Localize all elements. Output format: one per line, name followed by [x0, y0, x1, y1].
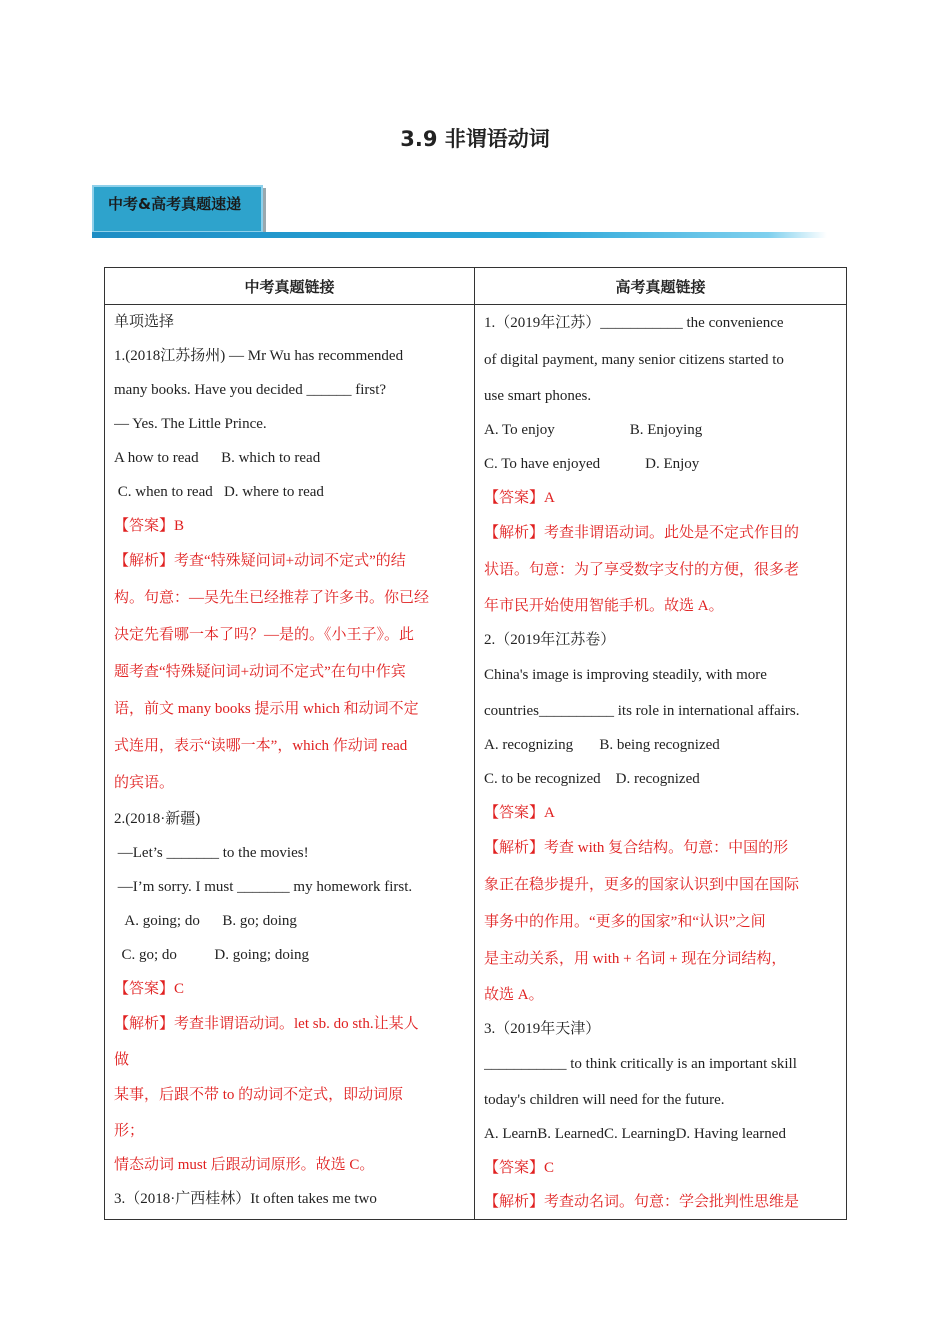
right-line: 【答案】A	[484, 490, 555, 506]
right-line: A. recognizing B. being recognized	[484, 737, 720, 753]
right-line: 【答案】C	[484, 1160, 555, 1176]
right-line: 象正在稳步提升，更多的国家认识到中国在国际	[484, 877, 800, 893]
gaokao-cell	[475, 305, 847, 1220]
right-line: 是主动关系，用 with + 名词 + 现在分词结构，	[484, 951, 787, 967]
right-line: China's image is improving steadily, with more	[484, 667, 767, 683]
section-rule	[92, 232, 827, 238]
right-line: of digital payment, many senior citizens started to	[484, 352, 784, 368]
right-line: 状语。句意：为了享受数字支付的方便，很多老	[484, 562, 800, 578]
left-line: 式连用，表示“读哪一本”，which 作动词 read	[114, 738, 408, 754]
left-line: C. go; do D. going; doing	[114, 947, 310, 963]
right-line: 【答案】A	[484, 805, 555, 821]
right-line: today's children will need for the future.	[484, 1092, 725, 1108]
left-line: 的宾语。	[114, 775, 175, 791]
left-line: 做	[114, 1052, 130, 1068]
right-line: 【解析】考查非谓语动词。此处是不定式作目的	[484, 525, 800, 541]
left-line: —Let’s _______ to the movies!	[114, 845, 309, 861]
right-line: C. to be recognized D. recognized	[484, 771, 700, 787]
left-line: 语，前文 many books 提示用 which 和动词不定	[114, 701, 419, 717]
right-line: A. To enjoy B. Enjoying	[484, 422, 703, 438]
left-line: 决定先看哪一本了吗？—是的。《小王子》。此	[114, 627, 415, 643]
left-line: A how to read B. which to read	[114, 450, 321, 466]
right-line: use smart phones.	[484, 388, 592, 404]
left-line: 【解析】考查“特殊疑问词+动词不定式”的结	[114, 553, 406, 569]
right-line: 故选 A。	[484, 987, 544, 1003]
left-line: 某事，后跟不带 to 的动词不定式，即动词原	[114, 1087, 404, 1103]
left-line: 【解析】考查非谓语动词。let sb. do sth.让某人	[114, 1016, 419, 1032]
left-line: many books. Have you decided ______ first?	[114, 382, 387, 398]
left-line: 形；	[114, 1123, 145, 1139]
left-line: 构。句意：—吴先生已经推荐了许多书。你已经	[114, 590, 430, 606]
right-line: 1.（2019年江苏）___________ the convenience	[484, 315, 784, 331]
header-gaokao: 高考真题链接	[475, 268, 847, 305]
left-line: 单项选择	[114, 314, 175, 330]
zhongkao-column	[105, 305, 474, 1216]
right-line: A. LearnB. LearnedC. LearningD. Having learned	[484, 1126, 786, 1142]
left-line: 题考查“特殊疑问词+动词不定式”在句中作宾	[114, 664, 406, 680]
right-line: 【解析】考查动名词。句意：学会批判性思维是	[484, 1194, 800, 1210]
gaokao-column	[475, 305, 846, 1219]
left-line: 2.(2018·新疆)	[114, 811, 201, 827]
right-line: countries__________ its role in international affairs.	[484, 703, 800, 719]
right-line: C. To have enjoyed D. Enjoy	[484, 456, 700, 472]
question-table	[104, 267, 847, 1220]
right-line: 2.（2019年江苏卷）	[484, 632, 616, 648]
left-line: 3.（2018·广西桂林）It often takes me two	[114, 1191, 377, 1207]
header-zhongkao: 中考真题链接	[105, 268, 475, 305]
page-title: 3.9 非谓语动词	[400, 127, 550, 151]
left-line: 情态动词 must 后跟动词原形。故选 C。	[114, 1157, 375, 1173]
left-line: C. when to read D. where to read	[114, 484, 324, 500]
right-line: 事务中的作用。“更多的国家”和“认识”之间	[484, 914, 766, 930]
zhongkao-cell	[105, 305, 475, 1220]
left-line: 1.(2018江苏扬州) — Mr Wu has recommended	[114, 348, 404, 364]
left-line: — Yes. The Little Prince.	[114, 416, 267, 432]
right-line: 年市民开始使用智能手机。故选 A。	[484, 598, 724, 614]
left-line: A. going; do B. go; doing	[114, 913, 297, 929]
section-badge-label: 中考&高考真题速递	[108, 195, 242, 213]
right-line: 【解析】考查 with 复合结构。句意：中国的形	[484, 840, 789, 856]
right-line: 3.（2019年天津）	[484, 1021, 601, 1037]
right-line: ___________ to think critically is an important skill	[484, 1056, 797, 1072]
left-line: 【答案】C	[114, 981, 185, 997]
left-line: 【答案】B	[114, 518, 185, 534]
left-line: —I’m sorry. I must _______ my homework first.	[114, 879, 413, 895]
